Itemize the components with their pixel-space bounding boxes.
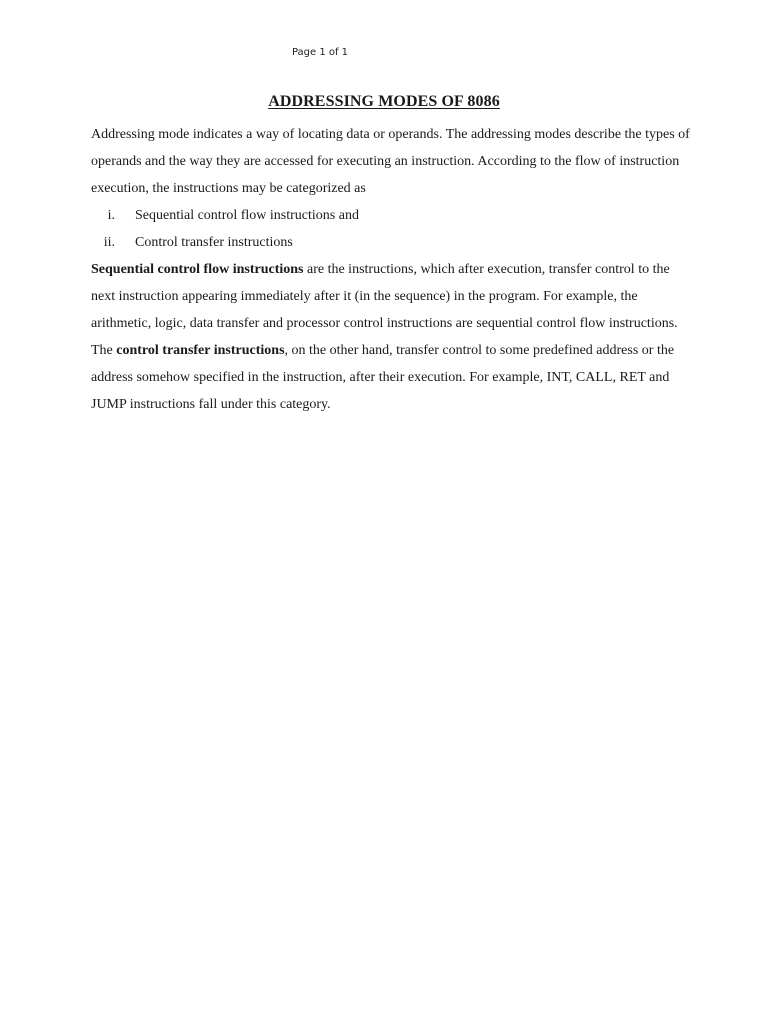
intro-paragraph: Addressing mode indicates a way of locating data or operands. The addressing modes describe the types of operands and the way they are accessed for executing an instruction. According to the flow of instruction execution, the instructions may be categorized as — [91, 127, 690, 196]
category-list — [91, 202, 691, 256]
sequential-paragraph — [91, 256, 691, 337]
document-body — [91, 121, 691, 418]
list-marker: i. — [107, 208, 115, 223]
document-title: ADDRESSING MODES OF 8086 — [268, 93, 500, 110]
page-number: Page 1 of 1 — [291, 47, 349, 58]
transfer-prefix: The — [91, 343, 117, 358]
transfer-description: , on the other hand, transfer control to some predefined address or the address somehow specified in the instruction, after their execution. For example, INT, CALL, RET and JUMP instructions fall under this category. — [91, 343, 675, 412]
list-item — [91, 229, 691, 256]
transfer-term: control transfer instructions — [116, 343, 285, 358]
list-item-text: Sequential control flow instructions and — [135, 208, 359, 223]
list-item — [91, 202, 691, 229]
list-item-text: Control transfer instructions — [135, 235, 293, 250]
list-marker: ii. — [103, 235, 115, 250]
transfer-paragraph — [91, 337, 691, 418]
sequential-description: are the instructions, which after execution, transfer control to the next instruction appearing immediately after it (in the sequence) in the program. For example, the arithmetic, logic, data transfer and processor control instructions are sequential control flow instructions. — [91, 262, 678, 331]
sequential-term: Sequential control flow instructions — [91, 262, 304, 277]
